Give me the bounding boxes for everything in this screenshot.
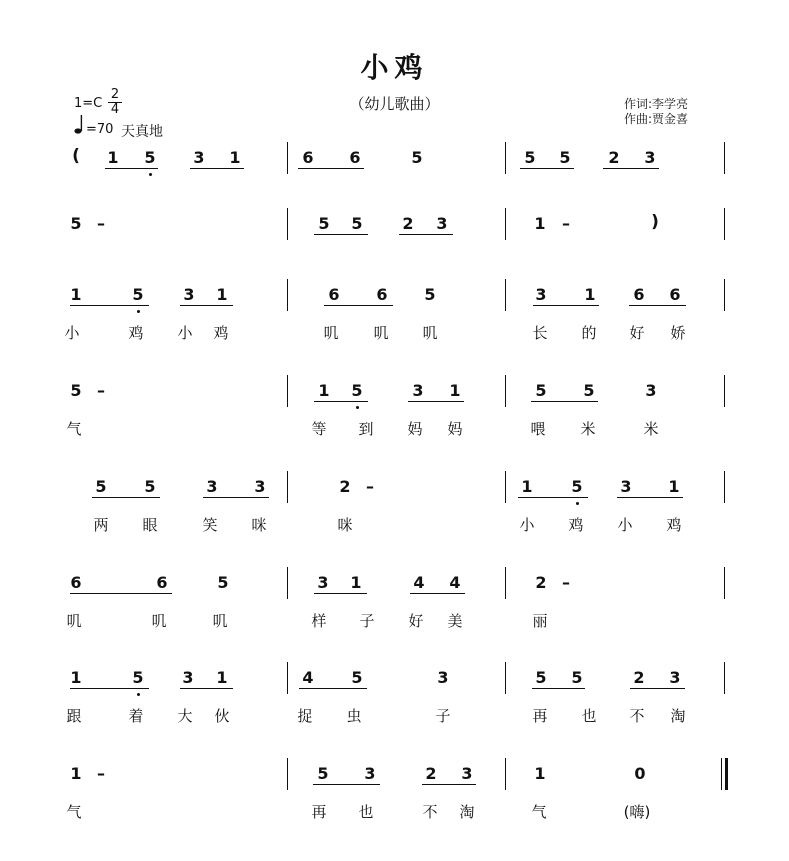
eighth-note-beam <box>180 688 233 689</box>
lyric: 也 <box>581 707 597 725</box>
lyric: 眼 <box>142 516 158 534</box>
bar-line <box>287 142 288 174</box>
eighth-note-beam <box>92 497 160 498</box>
key-signature: 1=C <box>74 96 103 111</box>
eighth-note-beam <box>410 593 465 594</box>
quarter-note-icon <box>74 113 83 135</box>
note: 1 <box>584 285 596 304</box>
eighth-note-beam <box>203 497 269 498</box>
eighth-note-beam <box>324 305 393 306</box>
note: 5 <box>318 214 330 233</box>
note: 3 <box>412 381 424 400</box>
low-octave-dot <box>149 173 152 176</box>
lyric: 小 <box>617 516 633 534</box>
lyric: 叽 <box>151 612 167 630</box>
lyric: 鸡 <box>213 324 229 342</box>
note: 6 <box>669 285 681 304</box>
note: 1 <box>534 214 546 233</box>
low-octave-dot <box>137 693 140 696</box>
note: 5 <box>535 668 547 687</box>
lyric: 样 <box>311 612 327 630</box>
bar-line <box>505 662 506 694</box>
lyric: 鸡 <box>568 516 584 534</box>
lyric: 等 <box>311 420 327 438</box>
lyric: 米 <box>643 420 659 438</box>
note: – <box>97 764 105 783</box>
eighth-note-beam <box>314 234 368 235</box>
mood-marking: 天真地 <box>121 124 163 140</box>
note: 0 <box>634 764 646 783</box>
note: 5 <box>351 381 363 400</box>
note: 5 <box>144 477 156 496</box>
note: 4 <box>449 573 461 592</box>
lyric: 小 <box>177 324 193 342</box>
note: 5 <box>524 148 536 167</box>
lyric: 跟 <box>66 707 82 725</box>
note: 4 <box>413 573 425 592</box>
note: 3 <box>437 668 449 687</box>
note: – <box>562 573 570 592</box>
note: 1 <box>70 668 82 687</box>
lyric: 妈 <box>447 420 463 438</box>
note: 5 <box>317 764 329 783</box>
lyric: 叽 <box>212 612 228 630</box>
lyric: 叽 <box>373 324 389 342</box>
note: 1 <box>216 285 228 304</box>
note: 2 <box>608 148 620 167</box>
eighth-note-beam <box>630 688 685 689</box>
note: – <box>562 214 570 233</box>
note: 1 <box>350 573 362 592</box>
note: 1 <box>449 381 461 400</box>
bar-line <box>505 471 506 503</box>
lyric: 米 <box>580 420 596 438</box>
eighth-note-beam <box>190 168 244 169</box>
lyric: 淘 <box>459 803 475 821</box>
note: 3 <box>183 285 195 304</box>
note: 5 <box>95 477 107 496</box>
note: 5 <box>559 148 571 167</box>
lyric: 气 <box>66 803 82 821</box>
lyric: 丽 <box>532 612 548 630</box>
note: 3 <box>317 573 329 592</box>
lyric: 好 <box>408 612 424 630</box>
eighth-note-beam <box>70 593 172 594</box>
note: – <box>97 214 105 233</box>
lyric: (嗨) <box>623 803 651 821</box>
bar-line <box>724 142 725 174</box>
lyric: 喂 <box>530 420 546 438</box>
low-octave-dot <box>356 406 359 409</box>
note: 5 <box>535 381 547 400</box>
bar-line <box>724 375 725 407</box>
lyric: 不 <box>629 707 645 725</box>
lyric: 虫 <box>346 707 362 725</box>
bar-line <box>724 662 725 694</box>
composer-credit: 作曲:贾金喜 <box>624 112 689 126</box>
eighth-note-beam <box>399 234 453 235</box>
repeat-parenthesis: ( <box>72 146 80 166</box>
lyric: 的 <box>581 324 597 342</box>
bar-line <box>724 208 725 240</box>
lyric: 捉 <box>297 707 313 725</box>
note: 5 <box>424 285 436 304</box>
song-title: 小鸡 <box>360 51 429 84</box>
lyric: 大 <box>177 707 193 725</box>
note: 6 <box>156 573 168 592</box>
time-signature-numerator: 2 <box>108 88 122 103</box>
note: 5 <box>132 668 144 687</box>
bar-line <box>287 758 288 790</box>
lyric: 咪 <box>337 516 353 534</box>
time-signature-denominator: 4 <box>110 102 120 117</box>
lyric: 鸡 <box>128 324 144 342</box>
note: 6 <box>328 285 340 304</box>
eighth-note-beam <box>298 168 364 169</box>
lyric: 咪 <box>251 516 267 534</box>
low-octave-dot <box>576 502 579 505</box>
note: 3 <box>645 381 657 400</box>
eighth-note-beam <box>408 401 464 402</box>
note: 2 <box>425 764 437 783</box>
lyric: 美 <box>447 612 463 630</box>
note: 5 <box>217 573 229 592</box>
note: 3 <box>669 668 681 687</box>
lyric: 再 <box>532 707 548 725</box>
lyric: 两 <box>93 516 109 534</box>
lyric: 长 <box>532 324 548 342</box>
note: 3 <box>193 148 205 167</box>
note: 5 <box>411 148 423 167</box>
eighth-note-beam <box>314 401 368 402</box>
bar-line <box>724 279 725 311</box>
note: 1 <box>668 477 680 496</box>
note: 3 <box>206 477 218 496</box>
time-signature <box>108 88 122 117</box>
note: 6 <box>349 148 361 167</box>
note: 4 <box>302 668 314 687</box>
note: 6 <box>70 573 82 592</box>
note: 3 <box>620 477 632 496</box>
eighth-note-beam <box>533 305 599 306</box>
note: 1 <box>318 381 330 400</box>
bar-line <box>721 758 722 790</box>
low-octave-dot <box>137 310 140 313</box>
eighth-note-beam <box>520 168 574 169</box>
note: – <box>97 381 105 400</box>
lyric: 叽 <box>323 324 339 342</box>
lyric: 淘 <box>670 707 686 725</box>
bar-line <box>287 279 288 311</box>
eighth-note-beam <box>299 688 367 689</box>
note: 5 <box>571 668 583 687</box>
note: 5 <box>132 285 144 304</box>
note: 6 <box>633 285 645 304</box>
note: – <box>366 477 374 496</box>
note: 1 <box>229 148 241 167</box>
bar-line <box>287 208 288 240</box>
bar-line <box>505 375 506 407</box>
bar-line <box>287 662 288 694</box>
lyric: 到 <box>358 420 374 438</box>
repeat-parenthesis: ) <box>651 212 659 232</box>
note: 3 <box>436 214 448 233</box>
note: 3 <box>364 764 376 783</box>
note: 6 <box>376 285 388 304</box>
eighth-note-beam <box>180 305 233 306</box>
lyric: 好 <box>629 324 645 342</box>
note: 6 <box>302 148 314 167</box>
lyric: 鸡 <box>666 516 682 534</box>
eighth-note-beam <box>70 688 149 689</box>
note: 3 <box>182 668 194 687</box>
eighth-note-beam <box>314 593 367 594</box>
eighth-note-beam <box>518 497 588 498</box>
eighth-note-beam <box>532 688 585 689</box>
eighth-note-beam <box>105 168 158 169</box>
note: 1 <box>521 477 533 496</box>
song-subtitle: （幼儿歌曲） <box>349 95 440 113</box>
lyric: 不 <box>422 803 438 821</box>
note: 1 <box>70 764 82 783</box>
note: 1 <box>534 764 546 783</box>
lyric: 子 <box>359 612 375 630</box>
bar-line <box>287 567 288 599</box>
note: 2 <box>402 214 414 233</box>
eighth-note-beam <box>313 784 380 785</box>
note: 5 <box>70 381 82 400</box>
lyric: 伙 <box>214 707 230 725</box>
lyric: 叽 <box>66 612 82 630</box>
note: 5 <box>351 668 363 687</box>
bar-line <box>724 567 725 599</box>
note: 3 <box>461 764 473 783</box>
lyric: 气 <box>531 803 547 821</box>
eighth-note-beam <box>422 784 476 785</box>
lyricist-credit: 作词:李学亮 <box>624 97 689 111</box>
eighth-note-beam <box>70 305 149 306</box>
note: 5 <box>583 381 595 400</box>
lyric: 小 <box>64 324 80 342</box>
note: 2 <box>339 477 351 496</box>
bar-line <box>505 758 506 790</box>
bar-line <box>505 142 506 174</box>
tempo-marking: =70 <box>86 122 114 137</box>
lyric: 娇 <box>670 324 686 342</box>
note: 2 <box>633 668 645 687</box>
lyric: 叽 <box>422 324 438 342</box>
note: 1 <box>216 668 228 687</box>
eighth-note-beam <box>629 305 686 306</box>
note: 5 <box>144 148 156 167</box>
lyric: 气 <box>66 420 82 438</box>
note: 5 <box>70 214 82 233</box>
eighth-note-beam <box>617 497 683 498</box>
lyric: 再 <box>311 803 327 821</box>
eighth-note-beam <box>603 168 659 169</box>
note: 3 <box>254 477 266 496</box>
note: 3 <box>644 148 656 167</box>
bar-line <box>505 567 506 599</box>
bar-line <box>505 279 506 311</box>
lyric: 也 <box>358 803 374 821</box>
lyric: 子 <box>435 707 451 725</box>
note: 5 <box>571 477 583 496</box>
note: 5 <box>351 214 363 233</box>
note: 1 <box>107 148 119 167</box>
note: 2 <box>535 573 547 592</box>
bar-line <box>725 758 728 790</box>
bar-line <box>505 208 506 240</box>
lyric: 着 <box>128 707 144 725</box>
bar-line <box>724 471 725 503</box>
bar-line <box>287 375 288 407</box>
note: 3 <box>535 285 547 304</box>
lyric: 笑 <box>202 516 218 534</box>
bar-line <box>287 471 288 503</box>
note: 1 <box>70 285 82 304</box>
lyric: 小 <box>519 516 535 534</box>
eighth-note-beam <box>531 401 598 402</box>
lyric: 妈 <box>407 420 423 438</box>
